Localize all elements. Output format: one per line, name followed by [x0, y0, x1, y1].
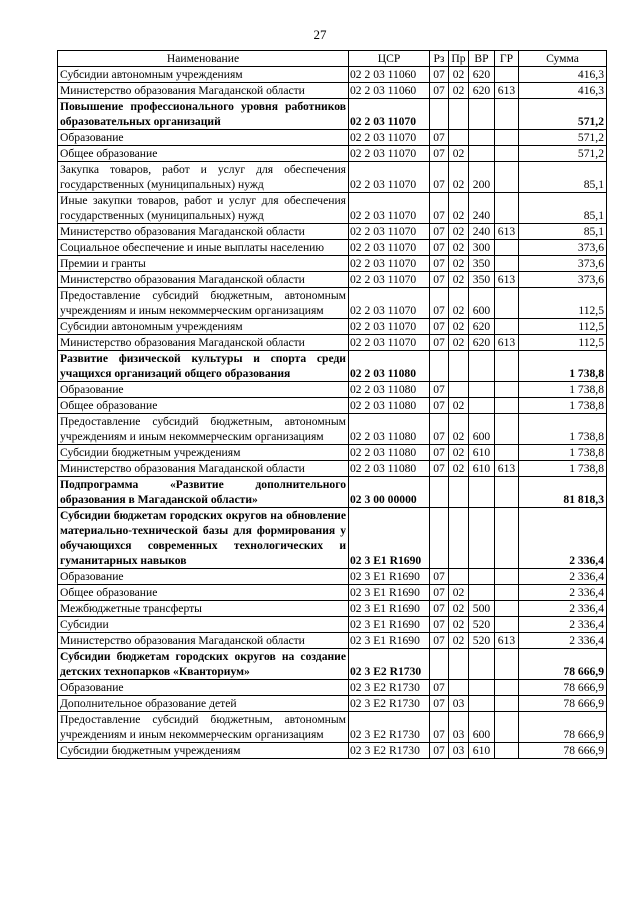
table-row	[58, 99, 607, 130]
cell-sum: 85,1	[519, 224, 607, 240]
cell-sum: 373,6	[519, 256, 607, 272]
cell-name: Министерство образования Магаданской области	[58, 335, 349, 351]
cell-sum: 2 336,4	[519, 508, 607, 569]
cell-csr: 02 2 03 11070	[349, 272, 430, 288]
cell-rz: 07	[430, 712, 449, 743]
table-row	[58, 335, 607, 351]
cell-sum: 1 738,8	[519, 461, 607, 477]
table-row	[58, 633, 607, 649]
cell-vr: 240	[469, 193, 495, 224]
cell-vr: 500	[469, 601, 495, 617]
cell-gr	[495, 351, 519, 382]
cell-vr	[469, 351, 495, 382]
cell-sum: 416,3	[519, 67, 607, 83]
cell-rz	[430, 649, 449, 680]
cell-rz: 07	[430, 585, 449, 601]
cell-csr: 02 2 03 11080	[349, 398, 430, 414]
cell-sum: 416,3	[519, 83, 607, 99]
cell-pr: 02	[449, 240, 469, 256]
cell-csr: 02 2 03 11080	[349, 351, 430, 382]
table-row	[58, 193, 607, 224]
cell-vr: 300	[469, 240, 495, 256]
cell-pr: 02	[449, 162, 469, 193]
budget-table	[57, 50, 607, 759]
cell-rz: 07	[430, 601, 449, 617]
cell-sum: 112,5	[519, 288, 607, 319]
table-row	[58, 146, 607, 162]
cell-sum: 78 666,9	[519, 712, 607, 743]
cell-vr	[469, 99, 495, 130]
cell-rz: 07	[430, 569, 449, 585]
cell-rz: 07	[430, 633, 449, 649]
cell-vr: 350	[469, 256, 495, 272]
cell-rz: 07	[430, 224, 449, 240]
table-row	[58, 272, 607, 288]
cell-sum: 1 738,8	[519, 351, 607, 382]
cell-pr: 03	[449, 696, 469, 712]
cell-name: Субсидии	[58, 617, 349, 633]
cell-sum: 373,6	[519, 272, 607, 288]
cell-pr: 02	[449, 288, 469, 319]
cell-gr	[495, 162, 519, 193]
cell-pr	[449, 477, 469, 508]
cell-vr: 520	[469, 633, 495, 649]
cell-csr: 02 3 E2 R1730	[349, 696, 430, 712]
col-header-vr: ВР	[469, 51, 495, 67]
cell-pr: 02	[449, 319, 469, 335]
cell-rz: 07	[430, 162, 449, 193]
cell-rz	[430, 477, 449, 508]
table-row	[58, 256, 607, 272]
cell-pr: 02	[449, 585, 469, 601]
cell-rz: 07	[430, 461, 449, 477]
table-row	[58, 585, 607, 601]
cell-vr: 620	[469, 319, 495, 335]
cell-sum: 373,6	[519, 240, 607, 256]
cell-vr: 620	[469, 335, 495, 351]
cell-name: Министерство образования Магаданской области	[58, 272, 349, 288]
cell-csr: 02 2 03 11070	[349, 240, 430, 256]
cell-rz: 07	[430, 130, 449, 146]
cell-vr: 240	[469, 224, 495, 240]
cell-name: Предоставление субсидий бюджетным, автономным учреждениям и иным некоммерческим организациям	[58, 712, 349, 743]
cell-vr	[469, 146, 495, 162]
header-row	[58, 51, 607, 67]
cell-gr	[495, 617, 519, 633]
table-row	[58, 130, 607, 146]
cell-rz	[430, 99, 449, 130]
cell-vr: 610	[469, 445, 495, 461]
cell-pr	[449, 130, 469, 146]
cell-rz: 07	[430, 146, 449, 162]
cell-csr: 02 3 E1 R1690	[349, 633, 430, 649]
cell-pr: 02	[449, 256, 469, 272]
cell-vr	[469, 477, 495, 508]
cell-gr	[495, 508, 519, 569]
cell-vr	[469, 649, 495, 680]
cell-csr: 02 3 E2 R1730	[349, 712, 430, 743]
cell-name: Социальное обеспечение и иные выплаты населению	[58, 240, 349, 256]
table-row	[58, 696, 607, 712]
col-header-gr: ГР	[495, 51, 519, 67]
cell-gr	[495, 319, 519, 335]
cell-pr	[449, 680, 469, 696]
cell-sum: 2 336,4	[519, 617, 607, 633]
cell-pr: 02	[449, 414, 469, 445]
cell-vr: 200	[469, 162, 495, 193]
cell-rz: 07	[430, 272, 449, 288]
cell-csr: 02 2 03 11070	[349, 319, 430, 335]
cell-pr: 02	[449, 224, 469, 240]
cell-gr	[495, 445, 519, 461]
cell-pr	[449, 351, 469, 382]
cell-name: Предоставление субсидий бюджетным, автономным учреждениям и иным некоммерческим организациям	[58, 414, 349, 445]
cell-name: Министерство образования Магаданской области	[58, 461, 349, 477]
cell-gr: 613	[495, 461, 519, 477]
table-row	[58, 414, 607, 445]
cell-sum: 571,2	[519, 130, 607, 146]
cell-name: Дополнительное образование детей	[58, 696, 349, 712]
cell-sum: 571,2	[519, 99, 607, 130]
cell-csr: 02 3 E1 R1690	[349, 617, 430, 633]
col-header-rz: Рз	[430, 51, 449, 67]
cell-pr	[449, 382, 469, 398]
cell-name: Общее образование	[58, 146, 349, 162]
cell-rz: 07	[430, 319, 449, 335]
table-row	[58, 240, 607, 256]
cell-csr: 02 3 E1 R1690	[349, 585, 430, 601]
cell-gr	[495, 712, 519, 743]
cell-name: Предоставление субсидий бюджетным, автономным учреждениям и иным некоммерческим организациям	[58, 288, 349, 319]
table-row	[58, 569, 607, 585]
cell-name: Министерство образования Магаданской области	[58, 83, 349, 99]
cell-vr	[469, 585, 495, 601]
cell-pr: 03	[449, 712, 469, 743]
cell-pr: 02	[449, 83, 469, 99]
cell-pr: 02	[449, 67, 469, 83]
cell-csr: 02 3 E1 R1690	[349, 508, 430, 569]
table-row	[58, 477, 607, 508]
cell-name: Развитие физической культуры и спорта среди учащихся организаций общего образования	[58, 351, 349, 382]
cell-csr: 02 2 03 11070	[349, 224, 430, 240]
cell-vr	[469, 696, 495, 712]
cell-gr	[495, 398, 519, 414]
cell-sum: 85,1	[519, 162, 607, 193]
cell-gr: 613	[495, 335, 519, 351]
cell-pr	[449, 99, 469, 130]
cell-csr: 02 2 03 11070	[349, 146, 430, 162]
cell-pr: 02	[449, 445, 469, 461]
table-row	[58, 649, 607, 680]
cell-sum: 2 336,4	[519, 633, 607, 649]
cell-sum: 1 738,8	[519, 414, 607, 445]
table-row	[58, 162, 607, 193]
cell-gr	[495, 193, 519, 224]
cell-pr: 02	[449, 146, 469, 162]
cell-gr: 613	[495, 633, 519, 649]
cell-pr	[449, 508, 469, 569]
cell-csr: 02 2 03 11070	[349, 288, 430, 319]
cell-gr	[495, 256, 519, 272]
cell-name: Субсидии бюджетным учреждениям	[58, 743, 349, 759]
cell-sum: 78 666,9	[519, 696, 607, 712]
table-row	[58, 398, 607, 414]
table-row	[58, 617, 607, 633]
cell-pr: 02	[449, 335, 469, 351]
cell-sum: 2 336,4	[519, 601, 607, 617]
cell-vr: 350	[469, 272, 495, 288]
cell-vr: 610	[469, 461, 495, 477]
cell-sum: 2 336,4	[519, 585, 607, 601]
cell-csr: 02 2 03 11070	[349, 193, 430, 224]
cell-sum: 112,5	[519, 335, 607, 351]
cell-name: Образование	[58, 130, 349, 146]
cell-csr: 02 2 03 11080	[349, 382, 430, 398]
cell-name: Субсидии бюджетам городских округов на обновление материально-технической базы для формирования у обучающихся современных технологических и гуманитарных навыков	[58, 508, 349, 569]
table-row	[58, 508, 607, 569]
cell-csr: 02 2 03 11070	[349, 99, 430, 130]
cell-vr	[469, 398, 495, 414]
cell-rz: 07	[430, 335, 449, 351]
cell-rz: 07	[430, 240, 449, 256]
cell-sum: 81 818,3	[519, 477, 607, 508]
cell-rz: 07	[430, 696, 449, 712]
cell-sum: 1 738,8	[519, 398, 607, 414]
cell-name: Субсидии бюджетным учреждениям	[58, 445, 349, 461]
cell-csr: 02 3 E1 R1690	[349, 601, 430, 617]
cell-vr: 600	[469, 712, 495, 743]
cell-sum: 2 336,4	[519, 569, 607, 585]
cell-csr: 02 2 03 11070	[349, 130, 430, 146]
cell-vr	[469, 680, 495, 696]
cell-rz: 07	[430, 256, 449, 272]
cell-gr	[495, 601, 519, 617]
cell-name: Образование	[58, 680, 349, 696]
cell-pr: 02	[449, 617, 469, 633]
cell-sum: 78 666,9	[519, 680, 607, 696]
cell-csr: 02 2 03 11070	[349, 256, 430, 272]
cell-pr: 02	[449, 272, 469, 288]
cell-rz: 07	[430, 743, 449, 759]
cell-rz: 07	[430, 288, 449, 319]
table-row	[58, 743, 607, 759]
cell-gr: 613	[495, 272, 519, 288]
cell-rz: 07	[430, 445, 449, 461]
cell-pr	[449, 569, 469, 585]
cell-rz: 07	[430, 414, 449, 445]
cell-csr: 02 3 E2 R1730	[349, 680, 430, 696]
cell-name: Премии и гранты	[58, 256, 349, 272]
cell-csr: 02 2 03 11060	[349, 67, 430, 83]
cell-pr: 02	[449, 461, 469, 477]
cell-rz: 07	[430, 83, 449, 99]
cell-gr	[495, 477, 519, 508]
cell-vr	[469, 382, 495, 398]
cell-name: Субсидии автономным учреждениям	[58, 67, 349, 83]
cell-rz: 07	[430, 382, 449, 398]
cell-vr: 610	[469, 743, 495, 759]
cell-gr	[495, 146, 519, 162]
cell-gr	[495, 99, 519, 130]
cell-name: Образование	[58, 569, 349, 585]
table-row	[58, 288, 607, 319]
cell-rz: 07	[430, 398, 449, 414]
table-row	[58, 319, 607, 335]
cell-gr: 613	[495, 83, 519, 99]
cell-gr	[495, 67, 519, 83]
cell-name: Общее образование	[58, 398, 349, 414]
cell-name: Субсидии бюджетам городских округов на создание детских технопарков «Кванториум»	[58, 649, 349, 680]
cell-sum: 571,2	[519, 146, 607, 162]
page-number: 27	[313, 27, 327, 42]
table-row	[58, 445, 607, 461]
cell-rz: 07	[430, 617, 449, 633]
col-header-pr: Пр	[449, 51, 469, 67]
cell-name: Министерство образования Магаданской области	[58, 224, 349, 240]
cell-csr: 02 2 03 11080	[349, 445, 430, 461]
cell-gr	[495, 288, 519, 319]
cell-name: Закупка товаров, работ и услуг для обеспечения государственных (муниципальных) нужд	[58, 162, 349, 193]
cell-sum: 1 738,8	[519, 445, 607, 461]
cell-sum: 112,5	[519, 319, 607, 335]
cell-csr: 02 2 03 11080	[349, 414, 430, 445]
cell-name: Иные закупки товаров, работ и услуг для обеспечения государственных (муниципальных) нужд	[58, 193, 349, 224]
cell-rz	[430, 351, 449, 382]
cell-gr	[495, 130, 519, 146]
cell-csr: 02 3 E2 R1730	[349, 649, 430, 680]
cell-csr: 02 3 E1 R1690	[349, 569, 430, 585]
cell-pr: 02	[449, 633, 469, 649]
cell-csr: 02 2 03 11070	[349, 162, 430, 193]
cell-rz: 07	[430, 193, 449, 224]
cell-vr: 520	[469, 617, 495, 633]
table-row	[58, 601, 607, 617]
cell-pr	[449, 649, 469, 680]
table-row	[58, 351, 607, 382]
cell-vr	[469, 569, 495, 585]
cell-name: Образование	[58, 382, 349, 398]
table-row	[58, 224, 607, 240]
cell-vr	[469, 508, 495, 569]
cell-vr	[469, 130, 495, 146]
cell-gr	[495, 240, 519, 256]
cell-vr: 620	[469, 83, 495, 99]
cell-csr: 02 3 00 00000	[349, 477, 430, 508]
table-row	[58, 461, 607, 477]
cell-sum: 85,1	[519, 193, 607, 224]
cell-gr	[495, 743, 519, 759]
cell-rz	[430, 508, 449, 569]
table-body	[58, 67, 607, 759]
cell-csr: 02 2 03 11060	[349, 83, 430, 99]
table-row	[58, 712, 607, 743]
cell-name: Министерство образования Магаданской области	[58, 633, 349, 649]
cell-vr: 600	[469, 414, 495, 445]
cell-gr	[495, 569, 519, 585]
cell-name: Общее образование	[58, 585, 349, 601]
cell-pr: 02	[449, 193, 469, 224]
table-row	[58, 680, 607, 696]
cell-name: Повышение профессионального уровня работников образовательных организаций	[58, 99, 349, 130]
cell-gr	[495, 585, 519, 601]
table-row	[58, 83, 607, 99]
cell-rz: 07	[430, 680, 449, 696]
cell-pr: 02	[449, 601, 469, 617]
cell-name: Субсидии автономным учреждениям	[58, 319, 349, 335]
col-header-sum: Сумма	[519, 51, 607, 67]
cell-pr: 03	[449, 743, 469, 759]
cell-gr	[495, 382, 519, 398]
col-header-csr: ЦСР	[349, 51, 430, 67]
table-row	[58, 67, 607, 83]
cell-csr: 02 3 E2 R1730	[349, 743, 430, 759]
cell-sum: 78 666,9	[519, 649, 607, 680]
cell-pr: 02	[449, 398, 469, 414]
cell-rz: 07	[430, 67, 449, 83]
cell-name: Межбюджетные трансферты	[58, 601, 349, 617]
cell-vr: 620	[469, 67, 495, 83]
table-row	[58, 382, 607, 398]
cell-name: Подпрограмма «Развитие дополнительного образования в Магаданской области»	[58, 477, 349, 508]
cell-sum: 78 666,9	[519, 743, 607, 759]
cell-vr: 600	[469, 288, 495, 319]
col-header-name: Наименование	[58, 51, 349, 67]
cell-gr	[495, 696, 519, 712]
cell-sum: 1 738,8	[519, 382, 607, 398]
cell-gr	[495, 680, 519, 696]
cell-csr: 02 2 03 11070	[349, 335, 430, 351]
cell-gr	[495, 414, 519, 445]
cell-csr: 02 2 03 11080	[349, 461, 430, 477]
cell-gr: 613	[495, 224, 519, 240]
cell-gr	[495, 649, 519, 680]
